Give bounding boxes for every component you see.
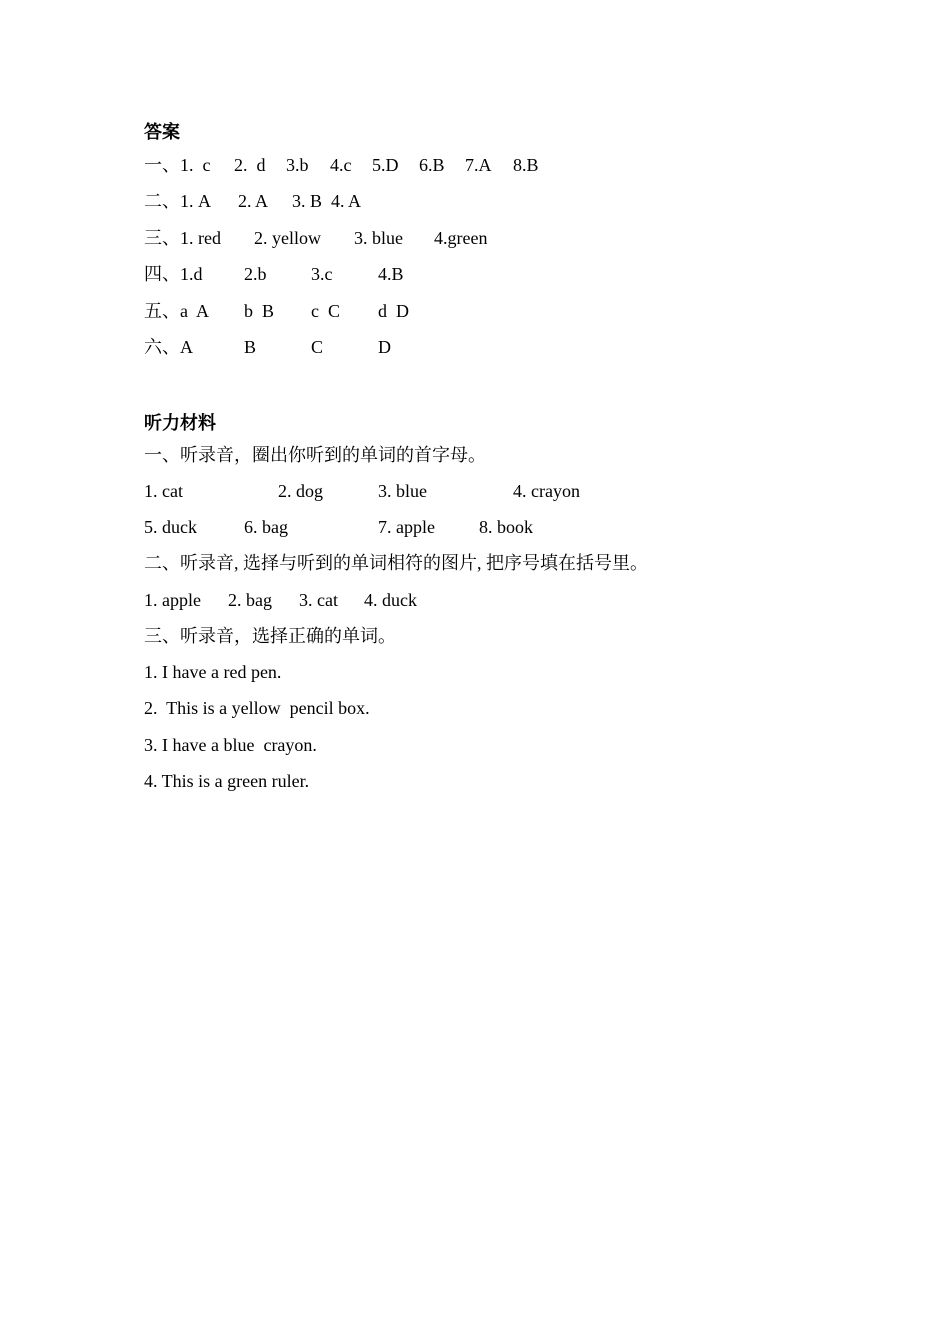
answer-cell: C [311, 337, 324, 357]
answer-cell: 2.b [244, 264, 267, 284]
answer-cell: d D [378, 301, 409, 321]
answer-cell: b B [244, 301, 275, 321]
word-item: 3. blue [378, 481, 427, 501]
answer-cell: 7.A [465, 155, 492, 175]
answer-cell: 2. d [234, 155, 266, 175]
answer-cell: 6.B [419, 155, 445, 175]
sentence-2: 2. This is a yellow pencil box. [144, 698, 370, 718]
section2-title: 二、听录音, 选择与听到的单词相符的图片, 把序号填在括号里。 [144, 553, 648, 573]
word-item: 1. cat [144, 481, 183, 501]
answer-cell: 3. blue [354, 228, 403, 248]
answer-cell: c C [311, 301, 340, 321]
word-item: 1. apple [144, 590, 201, 610]
word-item: 3. cat [299, 590, 338, 610]
answer-cell: 四、1.d [144, 264, 203, 284]
word-item: 8. book [479, 517, 533, 537]
sentence-3: 3. I have a blue crayon. [144, 735, 317, 755]
word-item: 4. duck [364, 590, 417, 610]
answer-cell: 8.B [513, 155, 539, 175]
answer-cell: 3.b [286, 155, 309, 175]
answers-heading: 答案 [144, 122, 180, 142]
listening-heading: 听力材料 [144, 413, 216, 433]
word-item: 6. bag [244, 517, 288, 537]
answer-cell: 六、A [144, 337, 193, 357]
answer-cell: 二、1. A [144, 191, 211, 211]
answer-cell: 4.green [434, 228, 488, 248]
sentence-4: 4. This is a green ruler. [144, 771, 310, 791]
section3-title: 三、听录音，选择正确的单词。 [144, 626, 396, 646]
sentence-1: 1. I have a red pen. [144, 662, 282, 682]
answer-cell: 五、a A [144, 301, 209, 321]
answer-cell: 3. B 4. A [292, 191, 362, 211]
answer-cell: 2. yellow [254, 228, 321, 248]
answer-cell: 三、1. red [144, 228, 221, 248]
word-item: 7. apple [378, 517, 435, 537]
word-item: 4. crayon [513, 481, 580, 501]
answer-cell: 4.c [330, 155, 352, 175]
word-item: 2. dog [278, 481, 323, 501]
word-item: 2. bag [228, 590, 272, 610]
answer-cell: B [244, 337, 257, 357]
answer-cell: 一、1. c [144, 155, 211, 175]
section1-title: 一、听录音，圈出你听到的单词的首字母。 [144, 445, 486, 465]
answer-cell: 5.D [372, 155, 399, 175]
word-item: 5. duck [144, 517, 197, 537]
answer-cell: D [378, 337, 391, 357]
answer-cell: 2. A [238, 191, 269, 211]
answer-cell: 4.B [378, 264, 404, 284]
answer-cell: 3.c [311, 264, 333, 284]
